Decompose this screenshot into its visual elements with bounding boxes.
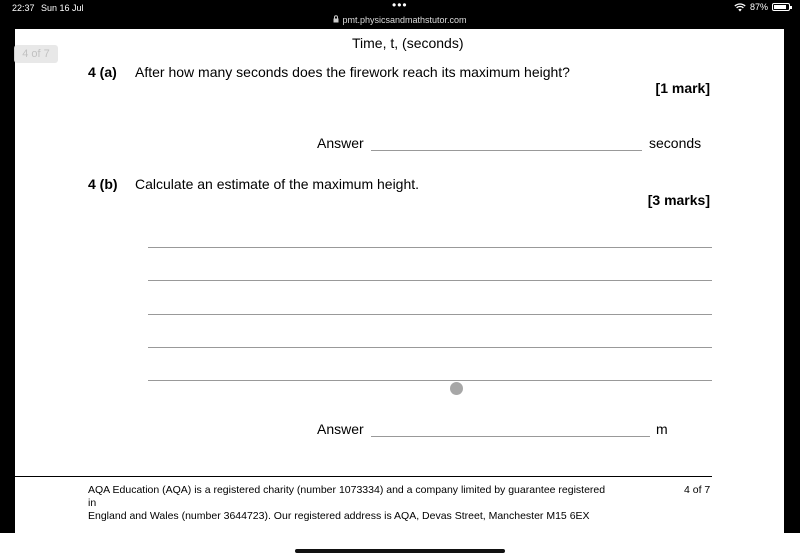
- page-indicator: 4 of 7: [14, 45, 58, 63]
- url-bar[interactable]: [0, 12, 800, 28]
- document-page[interactable]: [15, 29, 784, 533]
- question-4a-number: 4 (a): [88, 64, 117, 80]
- footer-text: [88, 484, 608, 523]
- status-time: 22:37: [12, 3, 35, 13]
- question-4a-marks: [1 mark]: [655, 80, 710, 96]
- next-page-preview: [0, 533, 800, 559]
- url-text: pmt.physicsandmathstutor.com: [342, 15, 467, 25]
- battery-icon: [772, 3, 790, 11]
- working-line[interactable]: [148, 380, 712, 381]
- working-line[interactable]: [148, 347, 712, 348]
- question-4b-number: 4 (b): [88, 176, 118, 192]
- status-right: [734, 2, 790, 12]
- question-4a-answer-line[interactable]: [371, 150, 642, 151]
- graph-axis-caption: Time, t, (seconds): [352, 35, 464, 51]
- wifi-icon: [734, 3, 746, 12]
- question-4b-text: Calculate an estimate of the maximum height.: [135, 176, 420, 192]
- lock-icon: [333, 12, 339, 28]
- home-indicator[interactable]: [295, 549, 505, 553]
- working-line[interactable]: [148, 280, 712, 281]
- footer-page-number: 4 of 7: [684, 484, 711, 496]
- working-line[interactable]: [148, 314, 712, 315]
- working-line[interactable]: [148, 247, 712, 248]
- footer-line-2: England and Wales (number 3644723). Our registered address is AQA, Devas Street, Manchester M15 6EX: [88, 510, 590, 522]
- question-4b-unit: m: [656, 421, 668, 437]
- battery-percent: 87%: [749, 2, 768, 12]
- question-4b-answer-label: Answer: [317, 421, 364, 437]
- scroll-handle[interactable]: [450, 382, 463, 395]
- more-dots-icon[interactable]: •••: [392, 0, 408, 12]
- question-4a-answer-label: Answer: [317, 135, 364, 151]
- footer-divider: [15, 476, 712, 477]
- question-4b-marks: [3 marks]: [647, 192, 710, 208]
- footer-line-1: AQA Education (AQA) is a registered charity (number 1073334) and a company limited by guarantee registered in: [88, 484, 606, 509]
- question-4a-unit: seconds: [649, 135, 702, 151]
- question-4b-answer-line[interactable]: [371, 436, 650, 437]
- status-date: Sun 16 Jul: [41, 3, 84, 13]
- question-4a-text: After how many seconds does the firework reach its maximum height?: [135, 64, 570, 80]
